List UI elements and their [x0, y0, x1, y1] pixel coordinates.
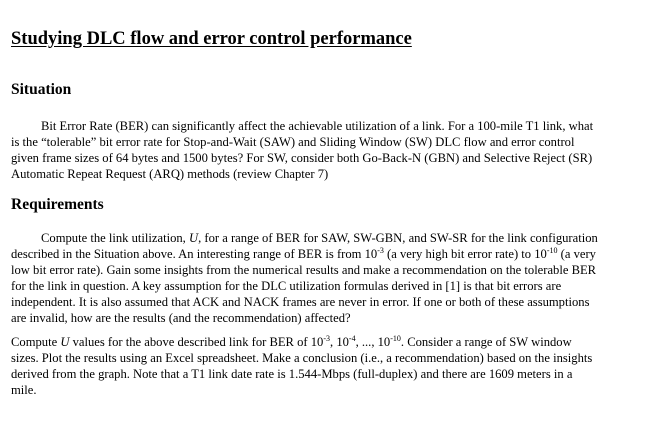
text-run: . Consider a range of SW window	[400, 335, 572, 349]
utilization-variable: U	[188, 231, 199, 245]
text-line: is the “tolerable” bit error rate for Stop-and-Wait (SAW) and Sliding Window (SW) DLC flow and error control	[11, 135, 575, 149]
document-title: Studying DLC flow and error control performance	[11, 29, 412, 49]
text-line	[11, 230, 651, 246]
exponent: -4	[348, 334, 356, 343]
text-run: , for a range of BER for SAW, SW-GBN, and SW-SR for the link configuration	[198, 231, 598, 245]
text-line: low bit error rate). Gain some insights from the numerical results and make a recommendation on the tolerable BER	[11, 263, 597, 277]
text-run: described in the Situation above. An interesting range of BER is from 10	[11, 247, 378, 261]
text-line: mile.	[11, 383, 37, 397]
situation-paragraph	[11, 118, 651, 182]
text-line: derived from the graph. Note that a T1 link date rate is 1.544-Mbps (full-duplex) and there are 1609 meters in a	[11, 367, 573, 381]
text-line: for the link in question. A key assumption for the DLC utilization formulas derived in [1] is that bit errors are	[11, 279, 562, 293]
text-line: given frame sizes of 64 bytes and 1500 bytes? For SW, consider both Go-Back-N (GBN) and Selective Reject (SR)	[11, 151, 593, 165]
text-run: (a very high bit error rate) to 10	[383, 247, 547, 261]
text-line: are invalid, how are the results (and the recommendation) affected?	[11, 311, 351, 325]
text-run: , 10	[330, 335, 349, 349]
text-run: Compute	[11, 335, 61, 349]
text-run: , ..., 10	[355, 335, 391, 349]
utilization-variable: U	[60, 335, 70, 349]
text-line: independent. It is also assumed that ACK and NACK frames are never in error. If one or both of these assumptions	[11, 295, 590, 309]
exponent: -10	[390, 334, 401, 343]
text-line: Automatic Repeat Request (ARQ) methods (review Chapter 7)	[11, 167, 329, 181]
situation-heading: Situation	[11, 81, 72, 98]
text-line	[11, 246, 651, 262]
text-line	[11, 334, 651, 350]
requirements-heading: Requirements	[11, 196, 104, 213]
text-line: sizes. Plot the results using an Excel spreadsheet. Make a conclusion (i.e., a recommendation) based on the insights	[11, 351, 593, 365]
text-run: (a very	[557, 247, 596, 261]
exponent: -3	[323, 334, 331, 343]
exponent: -10	[546, 246, 558, 255]
text-run: Compute the link utilization,	[41, 231, 189, 245]
requirements-paragraph-2	[11, 334, 651, 398]
text-line: Bit Error Rate (BER) can significantly affect the achievable utilization of a link. For a 100-mile T1 link, what	[41, 119, 594, 133]
exponent: -3	[377, 246, 384, 255]
text-run: values for the above described link for BER of 10	[69, 335, 324, 349]
requirements-paragraph-1	[11, 230, 651, 326]
